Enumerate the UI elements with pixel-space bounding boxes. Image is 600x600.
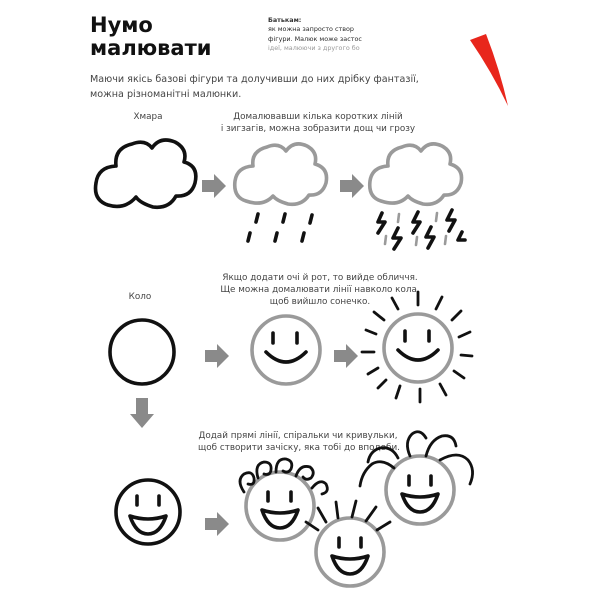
storm-lines — [378, 210, 465, 249]
caption-face-line: щоб вийшло сонечко. — [269, 297, 371, 307]
sun-face-features — [398, 331, 438, 360]
page-title-line-2: малювати — [90, 36, 212, 60]
right-arrow-icon — [334, 344, 358, 368]
curly-hair — [240, 459, 327, 494]
storm-cloud-shape — [370, 144, 462, 204]
spiky-hair — [306, 501, 390, 530]
parents-note-line: фігури. Малюк може застос — [268, 34, 362, 43]
smiley-face-outline — [252, 316, 320, 384]
caption-rain-line: і зигзагів, можна зобразити дощ чи грозу — [220, 124, 416, 134]
right-arrow-icon — [202, 174, 226, 198]
caption-hair-line: щоб створити зачіску, яка тобі до вподоби. — [198, 443, 400, 453]
intro-text: Маючи якісь базові фігури та долучивши до них дрібку фантазії, можна різноманітні малюнки. — [90, 74, 419, 100]
caption-circle: Коло — [128, 292, 152, 302]
sun-rays — [362, 292, 472, 402]
smiley-face-features — [266, 333, 306, 362]
right-arrow-icon — [205, 344, 229, 368]
wavy-hair-face-features — [402, 476, 438, 512]
rain-cloud-shape — [235, 144, 327, 204]
spiky-hair-face-features — [332, 538, 368, 574]
parents-note-line: ідеї, малюючи з другого бо — [268, 44, 360, 53]
cloud-shape — [96, 140, 196, 207]
right-arrow-icon — [205, 512, 229, 536]
caption-face-line: Якщо додати очі й рот, то вийде обличчя. — [222, 273, 418, 283]
caption-face-line: Ще можна домалювати лінії навколо кола, — [220, 285, 420, 295]
red-corner-accent — [470, 34, 508, 106]
page-title-line-1: Нумо — [90, 13, 153, 37]
curly-hair-face-features — [262, 492, 298, 528]
parents-note-line: як можна запросто створ — [268, 25, 354, 34]
caption-cloud: Хмара — [133, 112, 163, 122]
circle-shape — [110, 320, 174, 384]
sun-face-outline — [384, 314, 452, 382]
parents-note-label: Батькам: — [268, 16, 302, 24]
wavy-hair — [360, 432, 473, 486]
plain-face-features — [130, 496, 166, 534]
caption-rain-line: Домалювавши кілька коротких ліній — [233, 112, 403, 122]
rain-lines — [248, 214, 312, 241]
caption-hair-line: Додай прямі лінії, спіральки чи кривульки, — [198, 431, 398, 441]
right-arrow-icon — [340, 174, 364, 198]
down-arrow-icon — [130, 398, 154, 428]
